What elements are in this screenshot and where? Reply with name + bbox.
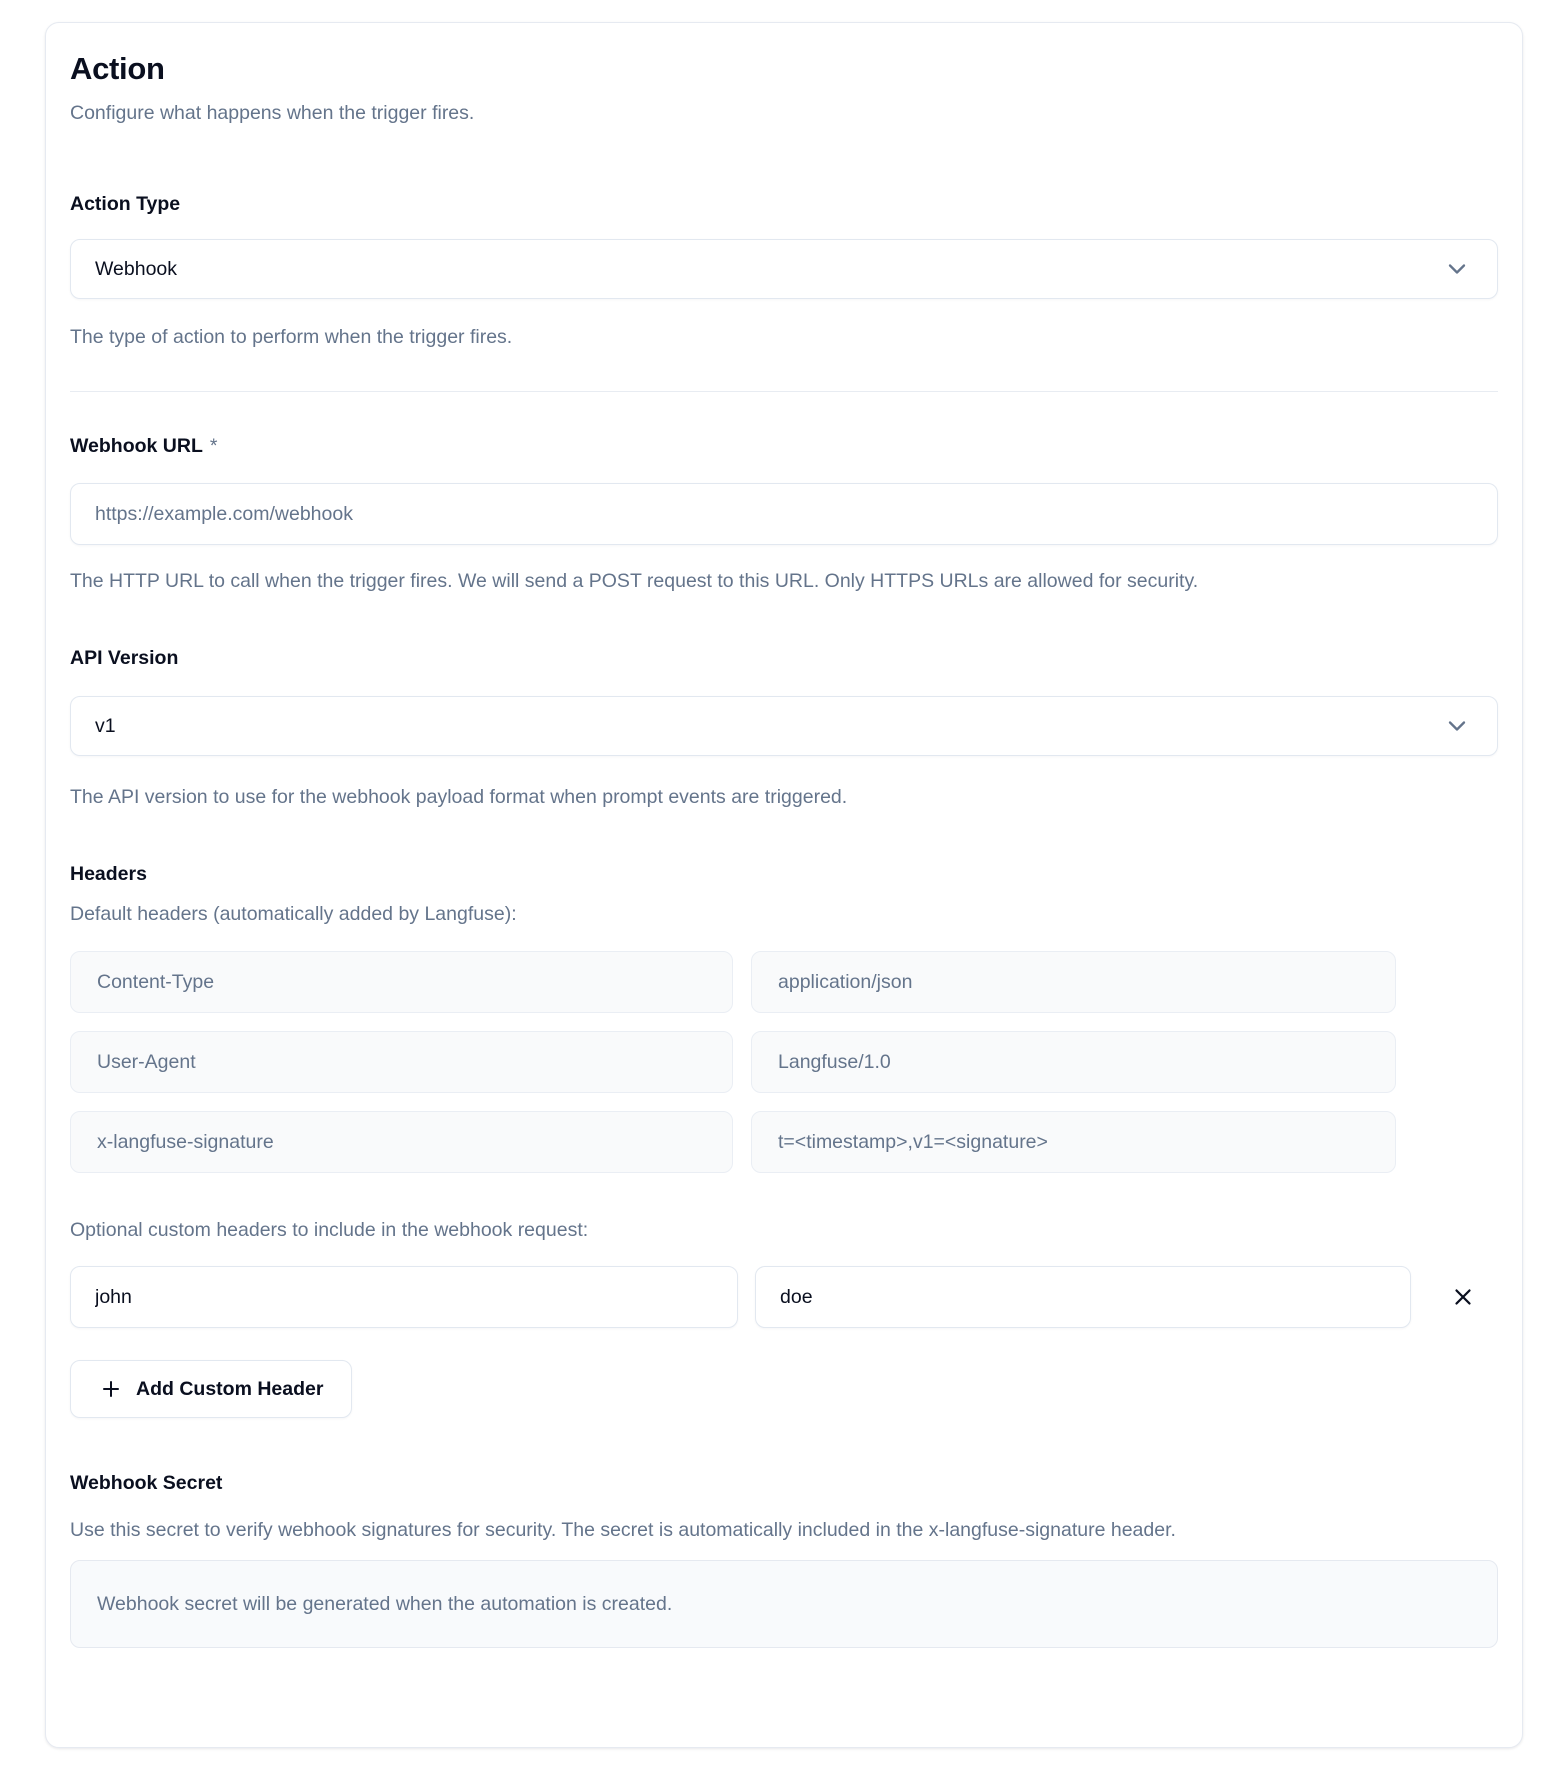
webhook-secret-label: Webhook Secret: [70, 1472, 223, 1494]
default-header-value-input: [751, 1031, 1396, 1093]
api-version-label: API Version: [70, 647, 179, 669]
default-header-row: [70, 951, 1498, 1013]
add-custom-header-button[interactable]: [70, 1360, 352, 1418]
action-type-label: Action Type: [70, 193, 181, 215]
default-header-row: [70, 1111, 1498, 1173]
default-header-value-input: [751, 1111, 1396, 1173]
headers-label: Headers: [70, 863, 147, 885]
chevron-down-icon: [1443, 255, 1471, 283]
plus-icon: [99, 1377, 123, 1401]
api-version-value: v1: [95, 714, 116, 737]
webhook-url-help: The HTTP URL to call when the trigger fires. We will send a POST request to this URL. Only HTTPS URLs are allowed for security.: [70, 570, 1199, 592]
action-type-value: Webhook: [95, 257, 178, 280]
custom-headers-caption: Optional custom headers to include in the webhook request:: [70, 1219, 589, 1241]
section-divider: [70, 391, 1498, 392]
action-type-select[interactable]: [70, 239, 1498, 299]
chevron-down-icon: [1443, 712, 1471, 740]
action-type-help: The type of action to perform when the trigger fires.: [70, 326, 513, 348]
custom-header-name-input[interactable]: [70, 1266, 738, 1328]
default-header-value-input: [751, 951, 1396, 1013]
add-custom-header-label: Add Custom Header: [136, 1377, 324, 1400]
default-header-name-input: [70, 1031, 733, 1093]
webhook-url-label: Webhook URL: [70, 435, 203, 457]
page-subtitle: Configure what happens when the trigger fires.: [70, 102, 475, 124]
webhook-secret-description: Use this secret to verify webhook signatures for security. The secret is automatically included in the x-langfuse-signature header.: [70, 1519, 1176, 1541]
custom-header-row: [70, 1266, 1498, 1328]
default-headers-caption: Default headers (automatically added by Langfuse):: [70, 903, 517, 925]
page-title: Action: [70, 51, 165, 86]
default-header-row: [70, 1031, 1498, 1093]
api-version-select[interactable]: [70, 696, 1498, 756]
default-header-name-input: [70, 1111, 733, 1173]
api-version-help: The API version to use for the webhook payload format when prompt events are triggered.: [70, 786, 848, 808]
webhook-url-input[interactable]: [70, 483, 1498, 545]
custom-header-value-input[interactable]: [755, 1266, 1411, 1328]
remove-header-button[interactable]: [1440, 1274, 1486, 1320]
webhook-secret-placeholder-text: Webhook secret will be generated when the automation is created.: [97, 1592, 673, 1615]
required-asterisk: *: [209, 435, 218, 457]
close-icon: [1450, 1284, 1476, 1310]
default-header-name-input: [70, 951, 733, 1013]
action-card: [45, 22, 1523, 1748]
webhook-secret-placeholder-box: [70, 1560, 1498, 1648]
